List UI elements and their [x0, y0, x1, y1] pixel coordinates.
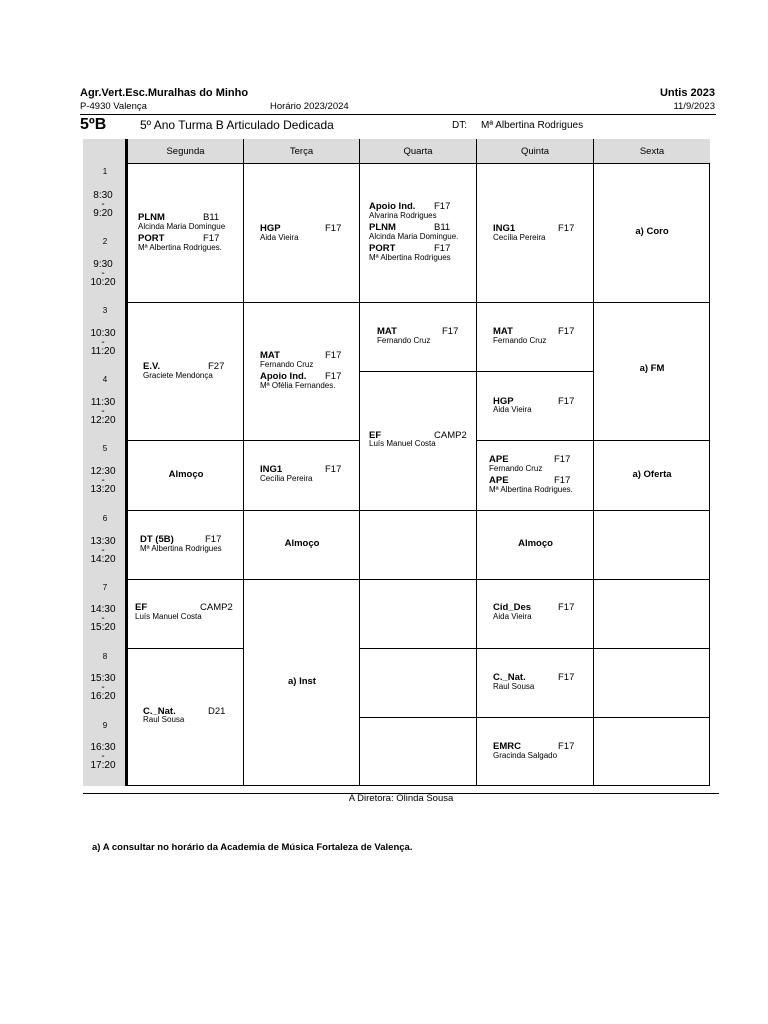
- lesson-subject: E.V.: [143, 361, 161, 372]
- period-column-separator: [125, 139, 128, 786]
- cell-border: [128, 440, 244, 441]
- director-signature: A Diretora: Olinda Sousa: [348, 793, 454, 804]
- lesson-room: D21: [208, 706, 226, 717]
- day-header-quarta: Quarta: [360, 139, 477, 164]
- period-number: 5: [102, 444, 108, 453]
- period-time: 13:30 - 14:20: [90, 536, 116, 565]
- lesson-teacher: Mª Albertina Rodrigues: [140, 544, 222, 553]
- lesson-room: F27: [208, 361, 225, 372]
- activity-label: a) Coro: [635, 226, 669, 237]
- day-header-segunda: Segunda: [128, 139, 244, 164]
- day-header-quinta: Quinta: [477, 139, 594, 164]
- cell-border: [477, 717, 594, 718]
- period-time: 9:30 - 10:20: [90, 259, 116, 288]
- lesson-teacher: Alcinda Maria Domingue.: [369, 232, 459, 241]
- class-code: 5ºB: [80, 116, 107, 133]
- cell-border: [477, 371, 594, 372]
- period-number: 8: [102, 652, 108, 661]
- lesson-teacher: Raul Sousa: [143, 715, 185, 724]
- school-name: Agr.Vert.Esc.Muralhas do Minho: [80, 87, 249, 99]
- lesson-subject: HGP: [493, 396, 514, 407]
- activity-label: a) FM: [639, 363, 665, 374]
- day-header-terca: Terça: [244, 139, 360, 164]
- lesson-room: F17: [558, 396, 575, 407]
- period-number: 9: [102, 721, 108, 730]
- col-line-2: [359, 164, 360, 786]
- lesson-room: F17: [434, 201, 451, 212]
- lesson-teacher: Graciete Mendonça: [143, 371, 213, 380]
- cell-border: [128, 302, 244, 303]
- dt-label: DT:: [452, 120, 467, 131]
- lesson-teacher: Fernando Cruz: [260, 360, 314, 369]
- lesson-teacher: Mª Ofélia Fernandes.: [260, 381, 336, 390]
- period-number: 3: [102, 306, 108, 315]
- lesson-room: F17: [558, 326, 575, 337]
- cell-border: [128, 510, 244, 511]
- lesson-room: F17: [554, 454, 571, 465]
- header-divider: [80, 114, 716, 115]
- schedule-title: Horário 2023/2024: [270, 101, 349, 112]
- lesson-subject: HGP: [260, 223, 281, 234]
- period-number: 1: [102, 167, 108, 176]
- lesson-room: B11: [434, 222, 451, 233]
- lesson-subject: C._Nat.: [143, 706, 176, 717]
- cell-border: [477, 302, 594, 303]
- lesson-teacher: Fernando Cruz: [493, 336, 547, 345]
- cell-border: [594, 302, 710, 303]
- lesson-room: F17: [558, 602, 575, 613]
- lesson-room: F17: [442, 326, 459, 337]
- lesson-subject: C._Nat.: [493, 672, 526, 683]
- cell-border: [594, 648, 710, 649]
- lesson-teacher: Alvarina Rodrigues: [369, 211, 437, 220]
- lesson-teacher: Luís Manuel Costa: [369, 439, 436, 448]
- lesson-teacher: Aida Vieira: [260, 233, 299, 242]
- cell-border: [128, 648, 244, 649]
- footnote: a) A consultar no horário da Academia de Música Fortaleza de Valença.: [92, 842, 413, 853]
- lesson-room: F17: [325, 350, 342, 361]
- period-time: 14:30 - 15:20: [90, 604, 116, 633]
- lesson-teacher: Mª Albertina Rodrigues.: [489, 485, 573, 494]
- lesson-teacher: Fernando Cruz: [377, 336, 431, 345]
- lesson-room: CAMP2: [200, 602, 233, 613]
- period-number: 4: [102, 375, 108, 384]
- cell-border: [477, 579, 594, 580]
- lesson-teacher: Mª Albertina Rodrigues.: [138, 243, 222, 252]
- cell-border: [360, 717, 477, 718]
- cell-border: [244, 510, 360, 511]
- dt-name: Mª Albertina Rodrigues: [481, 120, 584, 131]
- lesson-subject: DT (5B): [140, 534, 174, 545]
- activity-label: a) Inst: [288, 676, 316, 687]
- lesson-room: F17: [558, 223, 575, 234]
- period-time: 10:30 - 11:20: [90, 328, 116, 357]
- lesson-subject: ING1: [493, 223, 516, 234]
- period-number: 6: [102, 514, 108, 523]
- lesson-teacher: Aida Vieira: [493, 612, 532, 621]
- lesson-teacher: Fernando Cruz: [489, 464, 543, 473]
- software-label: Untis 2023: [659, 87, 715, 99]
- lesson-teacher: Raul Sousa: [493, 682, 535, 691]
- lesson-subject: APE: [489, 475, 509, 486]
- lesson-room: F17: [554, 475, 571, 486]
- period-time: 15:30 - 16:20: [90, 673, 116, 702]
- cell-border: [594, 440, 710, 441]
- lesson-teacher: Gracinda Salgado: [493, 751, 558, 760]
- period-number: 2: [102, 237, 108, 246]
- lesson-teacher: Mª Albertina Rodrigues: [369, 253, 451, 262]
- school-address: P-4930 Valença: [80, 101, 147, 112]
- cell-border: [244, 579, 360, 580]
- lesson-teacher: Cecília Pereira: [260, 474, 313, 483]
- lesson-subject: Apoio Ind.: [369, 201, 416, 212]
- lesson-room: F17: [558, 672, 575, 683]
- lesson-room: F17: [325, 371, 342, 382]
- lesson-subject: MAT: [377, 326, 397, 337]
- day-header-sexta: Sexta: [594, 139, 710, 164]
- period-time: 16:30 - 17:20: [90, 742, 116, 771]
- period-number: 7: [102, 583, 108, 592]
- lesson-room: F17: [325, 223, 342, 234]
- lesson-room: CAMP2: [434, 430, 467, 441]
- cell-border: [477, 510, 594, 511]
- lesson-teacher: Luís Manuel Costa: [135, 612, 202, 621]
- lesson-teacher: Cecília Pereira: [493, 233, 546, 242]
- col-line-3: [476, 164, 477, 786]
- lesson-subject: APE: [489, 454, 509, 465]
- period-header-corner: [83, 139, 127, 165]
- lesson-subject: EMRC: [493, 741, 521, 752]
- activity-label: a) Oferta: [632, 469, 672, 480]
- lesson-teacher: Aida Vieira: [493, 405, 532, 414]
- lesson-subject: Apoio Ind.: [260, 371, 307, 382]
- lesson-subject: MAT: [493, 326, 513, 337]
- cell-border: [360, 510, 477, 511]
- lesson-room: F17: [558, 741, 575, 752]
- lunch-label: Almoço: [168, 469, 204, 480]
- cell-border: [477, 440, 594, 441]
- period-time: 11:30 - 12:20: [90, 397, 116, 426]
- lesson-subject: EF: [135, 602, 148, 613]
- cell-border: [244, 302, 360, 303]
- cell-border: [244, 440, 360, 441]
- lesson-subject: Cid_Des: [493, 602, 532, 613]
- cell-border: [360, 579, 477, 580]
- lesson-subject: PLNM: [369, 222, 396, 233]
- cell-border: [594, 510, 710, 511]
- lesson-room: F17: [325, 464, 342, 475]
- cell-border: [360, 371, 477, 372]
- lesson-subject: EF: [369, 430, 382, 441]
- lesson-room: B11: [203, 212, 220, 223]
- period-time: 8:30 - 9:20: [93, 190, 113, 219]
- class-name: 5º Ano Turma B Articulado Dedicada: [140, 118, 334, 132]
- cell-border: [128, 579, 244, 580]
- cell-border: [594, 717, 710, 718]
- lesson-room: F17: [434, 243, 451, 254]
- print-date: 11/9/2023: [673, 101, 715, 112]
- period-time: 12:30 - 13:20: [90, 466, 116, 495]
- cell-border: [360, 302, 477, 303]
- cell-border: [594, 579, 710, 580]
- cell-border: [477, 648, 594, 649]
- lesson-subject: PLNM: [138, 212, 165, 223]
- lesson-room: F17: [205, 534, 222, 545]
- lesson-subject: PORT: [369, 243, 396, 254]
- lesson-subject: MAT: [260, 350, 280, 361]
- lesson-teacher: Alcinda Maria Domingue: [138, 222, 226, 231]
- lunch-label: Almoço: [284, 538, 320, 549]
- cell-border: [360, 648, 477, 649]
- lunch-label: Almoço: [518, 538, 553, 549]
- lesson-subject: ING1: [260, 464, 283, 475]
- lesson-room: F17: [203, 233, 220, 244]
- lesson-subject: PORT: [138, 233, 165, 244]
